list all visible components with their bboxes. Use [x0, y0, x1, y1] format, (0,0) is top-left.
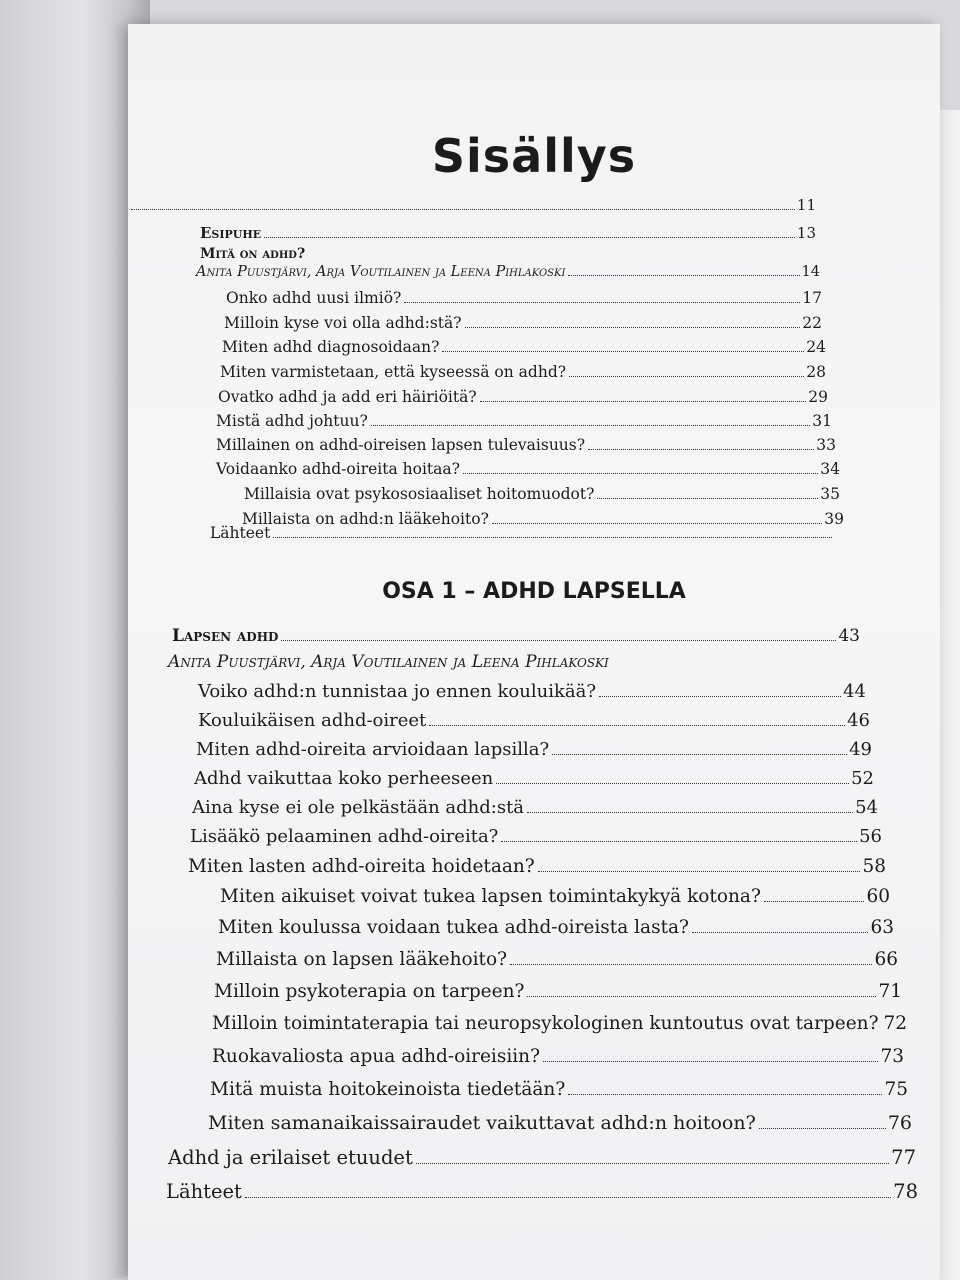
- page-number: 24: [806, 338, 826, 356]
- dot-leader: [759, 1128, 886, 1129]
- toc-row: [220, 886, 890, 907]
- toc-row: [196, 739, 872, 760]
- dot-leader: [416, 1163, 889, 1164]
- dot-leader: [599, 696, 841, 697]
- page-number: 39: [824, 510, 844, 528]
- page-number: 11: [796, 196, 816, 214]
- page-number: 60: [866, 886, 890, 907]
- page-number: 46: [847, 710, 870, 731]
- entry-label: Milloin kyse voi olla adhd:stä?: [224, 314, 462, 332]
- entry-label: Miten aikuiset voivat tukea lapsen toimintakykyä kotona?: [220, 886, 761, 907]
- page-number: 43: [838, 626, 860, 646]
- dot-leader: [273, 537, 832, 538]
- page-number: 72: [883, 1013, 908, 1034]
- entry-label: Voidaanko adhd-oireita hoitaa?: [216, 460, 460, 478]
- toc-row: [218, 388, 828, 406]
- entry-label: Miten varmistetaan, että kyseessä on adhd?: [220, 363, 567, 381]
- entry-label: Millaista on adhd:n lääkehoito?: [242, 510, 489, 528]
- toc-row-lapsen-adhd: [172, 626, 860, 646]
- toc-row: [166, 1180, 918, 1203]
- entry-label: Mistä adhd johtuu?: [216, 412, 368, 430]
- page-number: 73: [880, 1046, 904, 1067]
- toc-row: [222, 338, 826, 356]
- toc-row: [218, 917, 894, 938]
- entry-label: Voiko adhd:n tunnistaa jo ennen kouluikää?: [198, 681, 596, 702]
- page-number: 75: [884, 1079, 908, 1100]
- toc-row: [224, 314, 822, 332]
- page-number: 78: [893, 1180, 918, 1203]
- page-number: 77: [891, 1146, 916, 1169]
- toc-row: [190, 826, 882, 847]
- page-number: 66: [874, 949, 898, 970]
- toc-row-first-page: [128, 196, 816, 214]
- dot-leader: [764, 901, 865, 902]
- entry-label: Ovatko adhd ja add eri häiriöitä?: [218, 388, 477, 406]
- dot-leader: [538, 871, 861, 872]
- authors: Anita Puustjärvi, Arja Voutilainen ja Leena Pihlakoski: [196, 264, 566, 280]
- toc-row: [210, 1079, 908, 1100]
- dot-leader: [543, 1061, 878, 1062]
- entry-label: Miten adhd diagnosoidaan?: [222, 338, 440, 356]
- page-title: Sisällys: [431, 129, 637, 183]
- page-number: 58: [862, 856, 886, 877]
- entry-label: Miten lasten adhd-oireita hoidetaan?: [188, 856, 535, 877]
- entry-label: Lähteet: [166, 1180, 242, 1203]
- section-heading: Mitä on adhd?: [200, 246, 306, 262]
- page-number: 54: [855, 797, 878, 818]
- page-number: 63: [870, 917, 894, 938]
- page-number: 71: [878, 981, 902, 1002]
- entry-label: Ruokavaliosta apua adhd-oireisiin?: [212, 1046, 541, 1067]
- entry-label: Lapsen adhd: [172, 626, 279, 646]
- entry-label: Adhd ja erilaiset etuudet: [168, 1146, 413, 1169]
- page-number: 13: [796, 224, 816, 242]
- entry-label: Milloin toimintaterapia tai neuropsykologinen kuntoutus ovat tarpeen?: [212, 1013, 879, 1034]
- toc-row: [212, 1013, 908, 1034]
- page-number: 28: [806, 363, 826, 381]
- dot-leader: [131, 209, 795, 210]
- entry-label: Millainen on adhd-oireisen lapsen tulevaisuus?: [216, 436, 586, 454]
- toc-row: [194, 768, 874, 789]
- toc-row: [168, 1146, 916, 1169]
- dot-leader: [501, 841, 857, 842]
- page-number: 33: [816, 436, 836, 454]
- dot-leader: [496, 783, 849, 784]
- toc-row: [216, 949, 898, 970]
- page-number: 52: [851, 768, 874, 789]
- dot-leader: [264, 237, 795, 238]
- toc-row: [216, 436, 836, 454]
- entry-label: Esipuhe: [200, 224, 262, 242]
- entry-label: Millaisia ovat psykososiaaliset hoitomuodot?: [244, 485, 595, 503]
- part-title: OSA 1 – ADHD LAPSELLA: [382, 579, 686, 604]
- entry-label: Aina kyse ei ole pelkästään adhd:stä: [192, 797, 525, 818]
- toc-row: [214, 981, 902, 1002]
- toc-row: [226, 289, 822, 307]
- entry-label: Miten koulussa voidaan tukea adhd-oireista lasta?: [218, 917, 689, 938]
- page-number: 35: [820, 485, 840, 503]
- page-number: 49: [849, 739, 872, 760]
- entry-label: Kouluikäisen adhd-oireet: [198, 710, 427, 731]
- dot-leader: [510, 964, 872, 965]
- dot-leader: [692, 932, 868, 933]
- entry-label: Miten samanaikaissairaudet vaikuttavat adhd:n hoitoon?: [208, 1112, 756, 1134]
- page-number: 56: [859, 826, 882, 847]
- toc-row: [212, 1046, 904, 1067]
- toc-row-esipuhe: [200, 224, 816, 242]
- toc-row: [216, 460, 840, 478]
- page-number: 44: [843, 681, 866, 702]
- authors: Anita Puustjärvi, Arja Voutilainen ja Leena Pihlakoski: [168, 652, 609, 672]
- entry-label: Miten adhd-oireita arvioidaan lapsilla?: [196, 739, 550, 760]
- contents-page: [128, 24, 940, 1280]
- dot-leader: [404, 302, 800, 303]
- dot-leader: [463, 473, 818, 474]
- dot-leader: [480, 401, 807, 402]
- dot-leader: [588, 449, 814, 450]
- page-number: 17: [802, 289, 822, 307]
- entry-label: Lähteet: [210, 524, 271, 542]
- toc-row: [208, 1112, 912, 1134]
- entry-label: Milloin psykoterapia on tarpeen?: [214, 981, 525, 1002]
- dot-leader: [465, 327, 801, 328]
- entry-label: Adhd vaikuttaa koko perheeseen: [194, 768, 494, 789]
- dot-leader: [281, 640, 836, 641]
- entry-label: Millaista on lapsen lääkehoito?: [216, 949, 508, 970]
- toc-row-authors: [196, 264, 820, 280]
- dot-leader: [597, 498, 818, 499]
- toc-row-lahteet: [210, 524, 834, 542]
- dot-leader: [429, 725, 845, 726]
- dot-leader: [245, 1197, 891, 1198]
- entry-label: Onko adhd uusi ilmiö?: [226, 289, 402, 307]
- page-number: 14: [801, 264, 820, 280]
- page-number: 76: [887, 1112, 912, 1134]
- dot-leader: [552, 754, 847, 755]
- dot-leader: [442, 351, 804, 352]
- page-number: 29: [808, 388, 828, 406]
- toc-row: [198, 710, 870, 731]
- page-number: 34: [820, 460, 840, 478]
- page-number: 22: [802, 314, 822, 332]
- toc-row: [216, 412, 832, 430]
- dot-leader: [568, 1094, 882, 1095]
- dot-leader: [527, 812, 853, 813]
- dot-leader: [371, 425, 810, 426]
- dot-leader: [569, 376, 804, 377]
- toc-row: [220, 363, 826, 381]
- toc-row: [188, 856, 886, 877]
- entry-label: Mitä muista hoitokeinoista tiedetään?: [210, 1079, 566, 1100]
- toc-row: [244, 485, 840, 503]
- dot-leader: [527, 996, 876, 997]
- toc-row: [192, 797, 878, 818]
- toc-row: [198, 681, 866, 702]
- dot-leader: [568, 275, 799, 276]
- entry-label: Lisääkö pelaaminen adhd-oireita?: [190, 826, 499, 847]
- page-number: 31: [812, 412, 832, 430]
